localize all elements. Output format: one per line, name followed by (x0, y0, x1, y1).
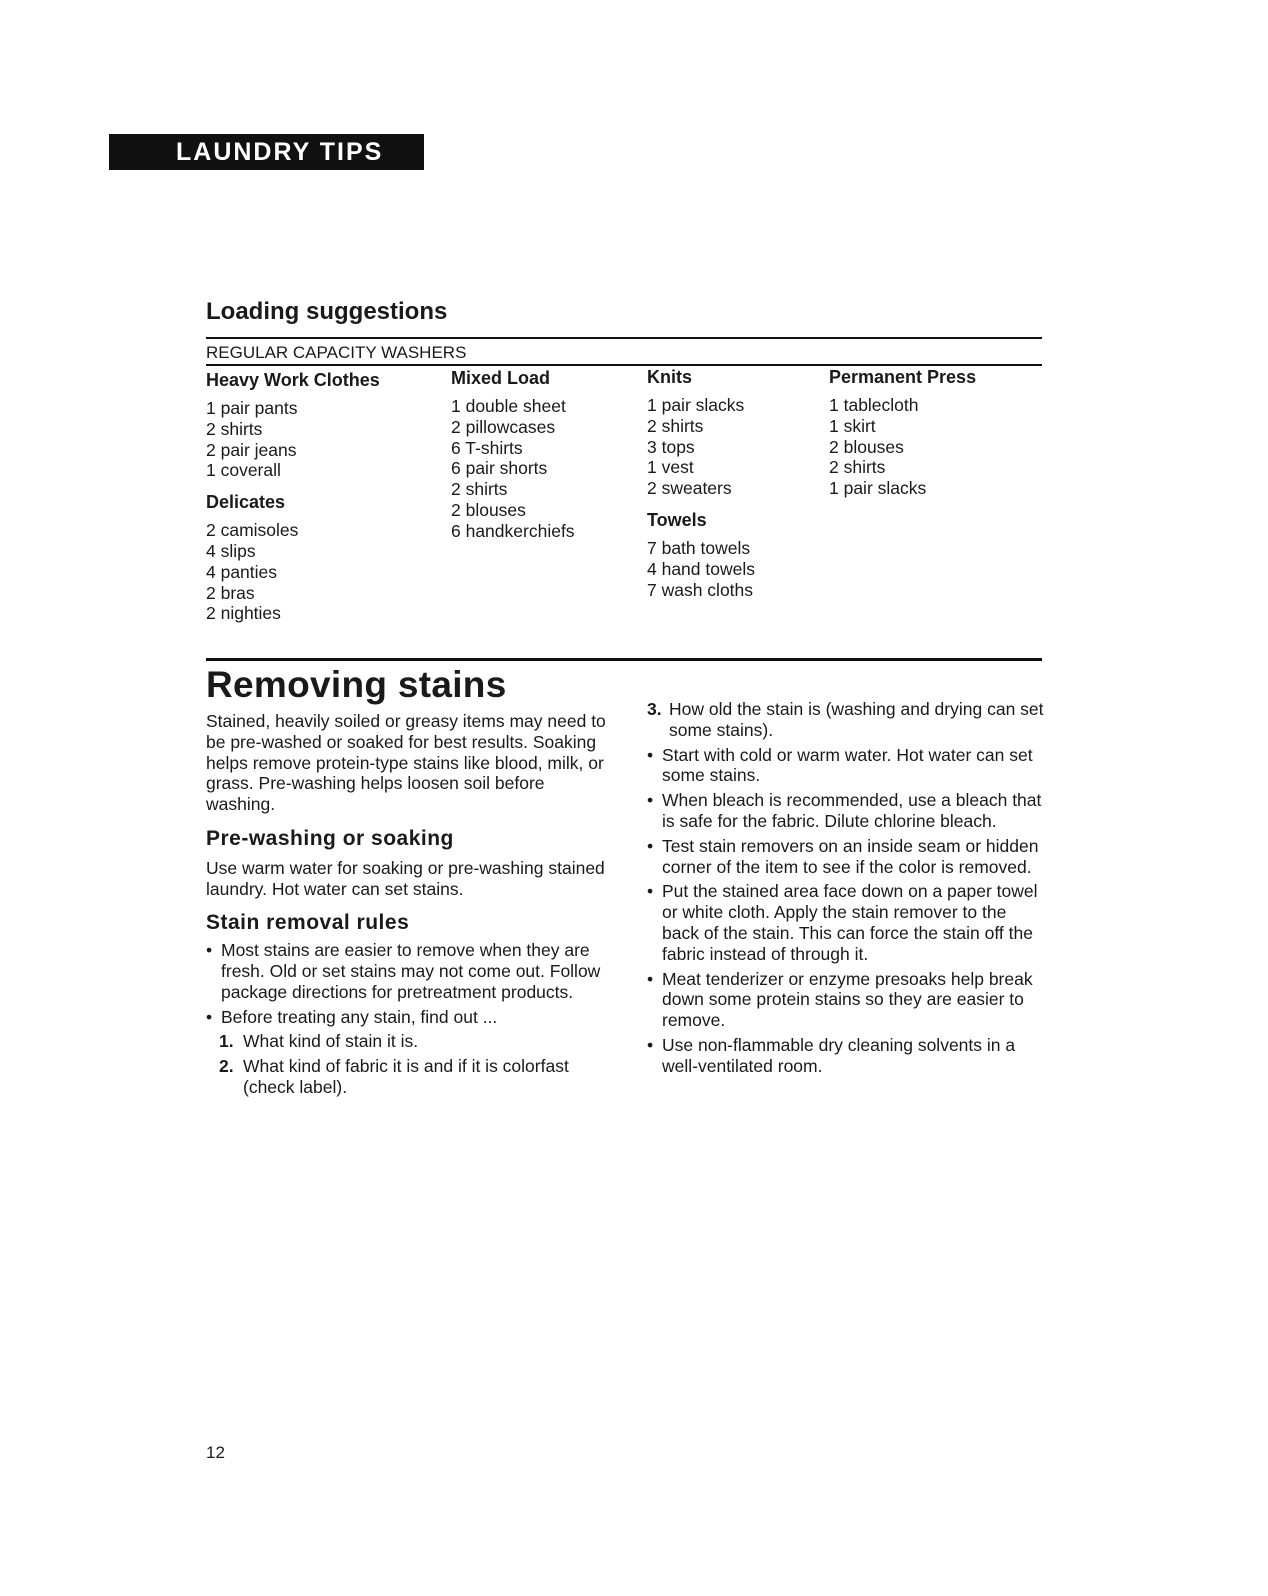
load-item: 6 handkerchiefs (451, 520, 575, 541)
load-item: 2 shirts (647, 415, 704, 436)
load-item-list (647, 538, 755, 600)
stains-intro-paragraph: Stained, heavily soiled or greasy items may need to be pre-washed or soaked for best results. Soaking helps remove protein-type stains like blood, milk, or grass. Pre-washing helps loosen soil before washing. (206, 711, 606, 815)
load-item: 7 wash cloths (647, 579, 754, 600)
loading-suggestions-title: Loading suggestions (206, 298, 448, 325)
load-group-heading: Permanent Press (829, 367, 977, 387)
load-item: 6 T-shirts (451, 437, 523, 458)
load-item: 1 vest (647, 457, 694, 478)
load-column-1 (206, 369, 380, 624)
bullet-item: • Start with cold or warm water. Hot water can set some stains. (647, 745, 1047, 787)
stain-rules-list (206, 940, 611, 1027)
load-item: 1 tablecloth (829, 395, 919, 415)
load-item: 2 shirts (829, 457, 886, 478)
bullet-item: • Before treating any stain, find out ... (206, 1007, 611, 1028)
load-item: 2 camisoles (206, 520, 299, 541)
page-number: 12 (206, 1443, 225, 1462)
load-group-heading: Knits (647, 367, 692, 387)
item-text: How old the stain is (washing and drying can set some stains). (669, 699, 1044, 740)
load-group-heading: Delicates (206, 492, 286, 513)
load-item: 1 pair slacks (829, 478, 927, 499)
header-label: LAUNDRY TIPS (176, 138, 384, 166)
removing-stains-title: Removing stains (206, 664, 507, 705)
load-item: 4 slips (206, 540, 256, 561)
load-item: 4 hand towels (647, 558, 755, 579)
load-item-list (206, 520, 380, 624)
prewash-paragraph: Use warm water for soaking or pre-washing stained laundry. Hot water can set stains. (206, 857, 605, 899)
find-out-list (206, 1031, 611, 1097)
stains-right-column (647, 699, 1047, 1081)
load-item-list (829, 395, 976, 499)
load-item: 1 pair slacks (647, 395, 745, 415)
load-item: 4 panties (206, 561, 278, 582)
numbered-item (206, 1031, 611, 1052)
load-item: 1 skirt (829, 415, 876, 436)
load-item: 2 blouses (829, 436, 904, 457)
bullet-item: • Put the stained area face down on a paper towel or white cloth. Apply the stain remover to the back of the stain. This can force the stain off the fabric instead of through it. (647, 881, 1047, 964)
load-item: 6 pair shorts (451, 458, 548, 479)
load-item: 2 shirts (206, 418, 263, 439)
load-item: 2 pair jeans (206, 439, 297, 460)
stain-tips-list (647, 745, 1047, 1077)
load-item: 2 nighties (206, 603, 281, 624)
load-item: 7 bath towels (647, 537, 751, 558)
load-item: 2 shirts (451, 479, 508, 500)
bullet-item: • Test stain removers on an inside seam or hidden corner of the item to see if the color is removed. (647, 836, 1047, 878)
bullet-item: • Meat tenderizer or enzyme presoaks help break down some protein stains so they are easier to remove. (647, 969, 1047, 1031)
load-column-3 (647, 366, 755, 600)
load-item-list (647, 395, 755, 499)
load-group-heading: Towels (647, 509, 707, 530)
load-group-heading: Mixed Load (451, 368, 551, 388)
load-item: 1 coverall (206, 460, 281, 481)
divider-top (206, 337, 1042, 339)
item-number: 3. (647, 699, 662, 719)
numbered-item (647, 699, 1047, 741)
item-number: 2. (219, 1056, 234, 1077)
bullet-item: • When bleach is recommended, use a bleach that is safe for the fabric. Dilute chlorine bleach. (647, 790, 1047, 832)
load-item: 1 pair pants (206, 398, 298, 418)
load-item: 3 tops (647, 436, 695, 457)
load-item: 2 blouses (451, 499, 526, 520)
load-item: 2 pillowcases (451, 416, 556, 437)
bullet-item: • Use non-flammable dry cleaning solvents in a well-ventilated room. (647, 1035, 1047, 1077)
washer-capacity-subheading: REGULAR CAPACITY WASHERS (206, 343, 467, 362)
load-column-4 (829, 366, 976, 499)
item-text: What kind of fabric it is and if it is colorfast (check label). (243, 1056, 569, 1097)
load-group-heading: Heavy Work Clothes (206, 370, 380, 390)
load-column-2 (451, 367, 575, 542)
stains-left-column (206, 711, 611, 1102)
load-item-list (451, 396, 575, 542)
load-item: 2 bras (206, 582, 255, 603)
load-item: 2 sweaters (647, 478, 732, 499)
load-item-list (206, 398, 380, 481)
stain-rules-heading: Stain removal rules (206, 911, 410, 935)
section-header-bar (109, 134, 424, 170)
item-text: What kind of stain it is. (243, 1031, 419, 1052)
prewash-heading: Pre-washing or soaking (206, 826, 454, 850)
bullet-item: • Most stains are easier to remove when they are fresh. Old or set stains may not come out. Follow package directions for pretreatment products. (206, 940, 611, 1002)
numbered-item (206, 1056, 611, 1098)
load-item: 1 double sheet (451, 396, 566, 416)
item-number: 1. (219, 1031, 234, 1052)
divider-bottom (206, 658, 1042, 661)
